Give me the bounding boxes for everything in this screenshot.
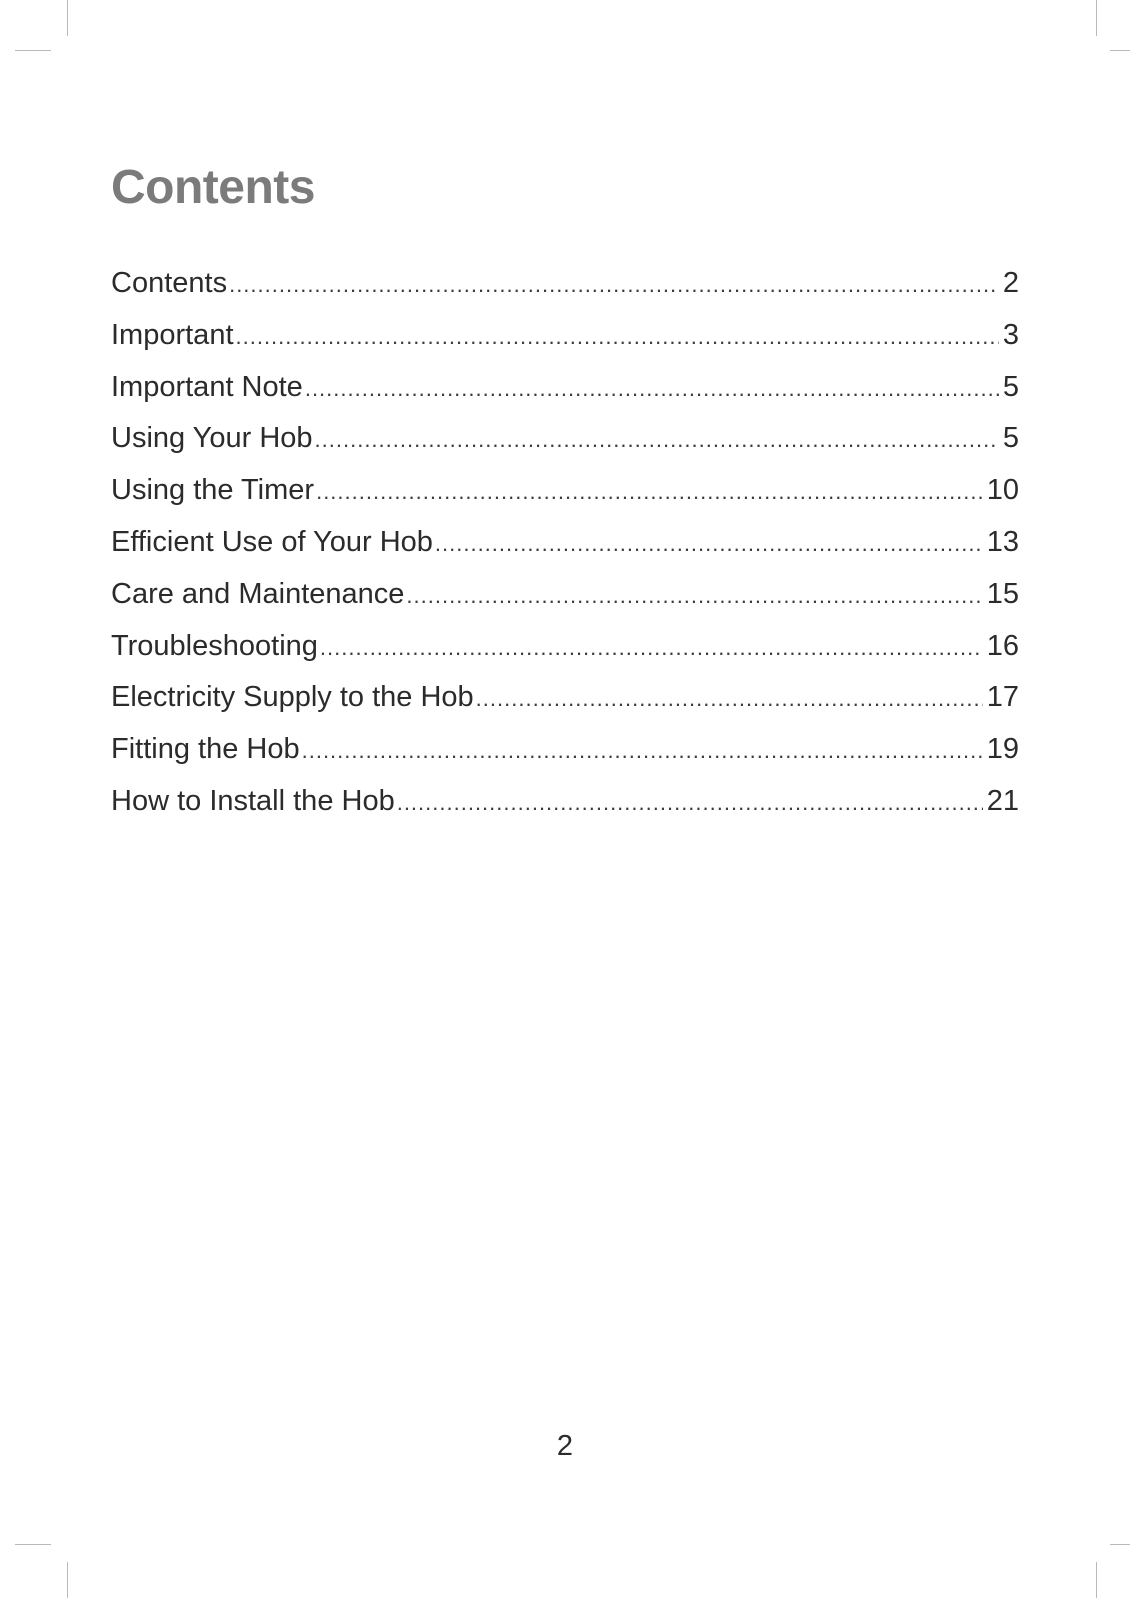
table-of-contents [111,261,1019,831]
toc-entry-title: Troubleshooting [111,629,318,662]
toc-entry-title: Fitting the Hob [111,733,300,766]
toc-entry-title: Using the Timer [111,474,315,507]
dot-leader [406,574,982,618]
toc-entry-page: 17 [986,681,1019,714]
toc-entry-care-and-maintenance[interactable] [111,572,1019,624]
crop-mark-bottom-right-vertical [1096,1562,1097,1598]
toc-entry-title: Electricity Supply to the Hob [111,681,474,714]
toc-entry-fitting-the-hob[interactable] [111,727,1019,779]
toc-entry-contents[interactable] [111,261,1019,313]
crop-mark-bottom-left-horizontal [15,1544,51,1545]
toc-entry-title: How to Install the Hob [111,784,395,817]
dot-leader [320,626,983,670]
toc-entry-efficient-use[interactable] [111,520,1019,572]
toc-entry-page: 5 [1002,422,1019,455]
toc-entry-important[interactable] [111,313,1019,365]
dot-leader [315,418,999,462]
toc-entry-title: Important Note [111,370,303,403]
dot-leader [236,315,999,359]
dot-leader [229,263,999,307]
toc-entry-using-the-timer[interactable] [111,468,1019,520]
crop-mark-top-left-vertical [67,0,68,36]
toc-entry-important-note[interactable] [111,365,1019,417]
toc-entry-title: Efficient Use of Your Hob [111,525,433,558]
crop-mark-top-right-vertical [1096,0,1097,36]
toc-entry-electricity-supply[interactable] [111,675,1019,727]
toc-entry-page: 3 [1002,318,1019,351]
toc-entry-page: 15 [986,577,1019,610]
page-title: Contents [111,161,315,214]
page-number: 2 [556,1430,574,1462]
dot-leader [435,522,983,566]
dot-leader [476,677,983,721]
toc-entry-page: 5 [1002,370,1019,403]
toc-entry-page: 16 [986,629,1019,662]
toc-entry-title: Care and Maintenance [111,577,405,610]
toc-entry-using-your-hob[interactable] [111,416,1019,468]
toc-entry-page: 19 [986,733,1019,766]
crop-mark-top-right-horizontal [1110,50,1130,51]
dot-leader [316,470,983,514]
toc-entry-troubleshooting[interactable] [111,624,1019,676]
toc-entry-page: 13 [986,525,1019,558]
crop-mark-bottom-left-vertical [67,1562,68,1598]
toc-entry-page: 2 [1002,267,1019,299]
toc-entry-title: Using Your Hob [111,422,313,455]
toc-entry-title: Contents [111,267,228,299]
toc-entry-page: 21 [986,784,1019,817]
crop-mark-bottom-right-horizontal [1110,1544,1130,1545]
toc-entry-how-to-install[interactable] [111,779,1019,831]
toc-entry-page: 10 [986,474,1019,507]
toc-entry-title: Important [111,318,234,351]
dot-leader [397,781,983,825]
crop-mark-top-left-horizontal [15,50,51,51]
dot-leader [305,367,999,411]
dot-leader [302,729,983,773]
